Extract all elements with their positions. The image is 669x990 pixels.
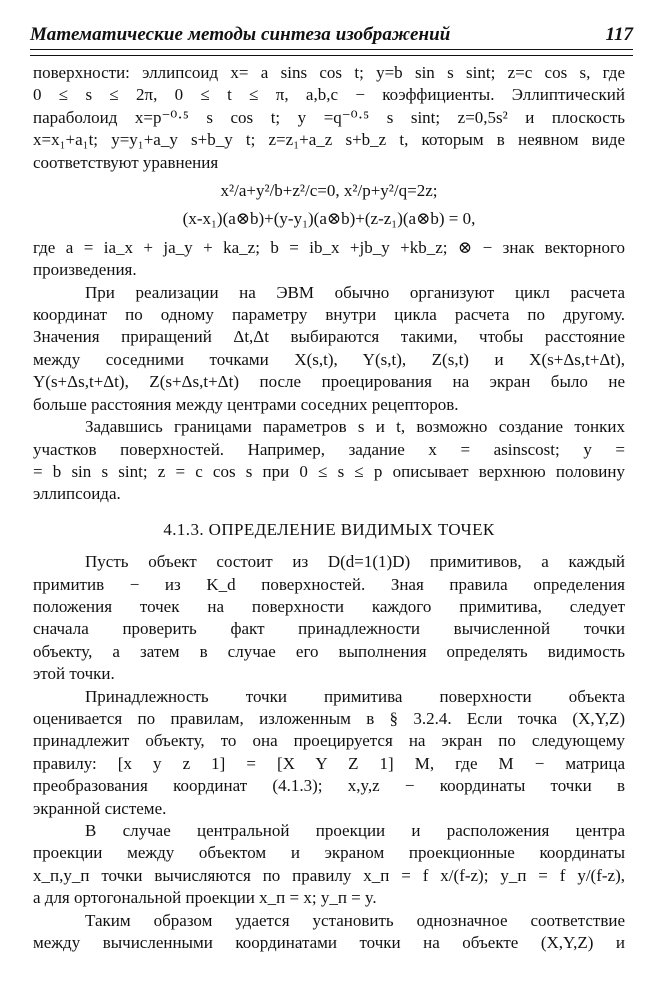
text-line: произведения. [33, 260, 137, 280]
text-line: участков поверхностей. Например, задание x = asinscost; y = [33, 439, 625, 459]
formula-line: (x-x₁)(a⊗b)+(y-y₁)(a⊗b)+(z-z₁)(a⊗b) = 0, [182, 209, 476, 229]
text-line: x_п,y_п точки вычисляются по правилу x_п = f x/(f-z); y_п = f y/(f-z), [33, 865, 625, 885]
paragraph-start: При реализации на ЭВМ обычно организуют цикл расчета [85, 282, 625, 302]
text-line: Y(s+Δs,t+Δt), Z(s+Δs,t+Δt) после проецирования на экран было не [33, 372, 625, 392]
text-line: а для ортогональной проекции x_п = x; y_п = y. [33, 888, 377, 908]
paragraph-start: Пусть объект состоит из D(d=1(1)D) примитивов, а каждый [85, 552, 625, 572]
text-line: положения точек на поверхности каждого примитива, следует [33, 596, 625, 616]
text-line: 0 ≤ s ≤ 2π, 0 ≤ t ≤ π, a,b,c − коэффициенты. Эллиптический [33, 85, 625, 105]
text-line: принадлежит объекту, то она проецируется на экран по следующему [33, 731, 625, 751]
text-line: соответствуют уравнения [33, 152, 219, 172]
text-line: экранной системе. [33, 798, 167, 818]
paragraph-start: В случае центральной проекции и расположения центра [85, 821, 625, 840]
running-title: Математические методы синтеза изображений [30, 24, 451, 45]
text-line: координат по одному параметру внутри цикла расчета по другому. [33, 305, 625, 325]
text-line: между вычисленными координатами точки на объекте (X,Y,Z) и [33, 933, 625, 953]
text-line: примитив − из K_d поверхностей. Зная правила определения [33, 574, 625, 594]
formula-line: x²/a+y²/b+z²/c=0, x²/p+y²/q=2z; [220, 181, 438, 201]
header-rule [30, 49, 633, 56]
text-line: между соседними точками X(s,t), Y(s,t), Z(s,t) и X(s+Δs,t+Δt), [33, 349, 625, 369]
text-line: этой точки. [33, 664, 115, 684]
text-line: оценивается по правилам, изложенным в § 3.2.4. Если точка (X,Y,Z) [33, 708, 625, 728]
text-line: поверхности: эллипсоид x= a sins cos t; y=b sin s sint; z=c cos s, где [33, 63, 625, 82]
text-line: больше расстояния между центрами соседних рецепторов. [33, 394, 459, 414]
running-header [30, 20, 633, 46]
text-line: параболоид x=p⁻⁰·⁵ s cos t; y =q⁻⁰·⁵ s sint; z=0,5s² и плоскость [33, 107, 625, 127]
text-line: объекту, а затем в случае его выполнения определять видимость [33, 641, 625, 661]
paragraph-start: Принадлежность точки примитива поверхности объекта [85, 686, 625, 706]
text-line: эллипсоида. [33, 484, 121, 504]
paragraph-start: Задавшись границами параметров s и t, возможно создание тонких [85, 417, 625, 437]
text-line: сначала проверить факт принадлежности вычисленной точки [33, 619, 625, 639]
paragraph-start: Таким образом удается установить однозначное соответствие [85, 910, 625, 930]
page-number: 117 [605, 24, 633, 45]
text-line: = b sin s sint; z = c cos s при 0 ≤ s ≤ p описывает верхнюю половину [33, 461, 625, 481]
text-line: Значения приращений Δt,Δt выбираются такими, чтобы расстояние [33, 327, 625, 347]
text-line: проекции между объектом и экраном проекционные координаты [33, 843, 625, 863]
text-line: x=x₁+a₁t; y=y₁+a_y s+b_y t; z=z₁+a_z s+b_z t, которым в неявном виде [33, 130, 625, 150]
text-line: правилу: [x y z 1] = [X Y Z 1] M, где M − матрица [33, 753, 625, 773]
text-line: преобразования координат (4.1.3); x,y,z − координаты точки в [33, 776, 625, 796]
text-line: где a = ia_x + ja_y + ka_z; b = ib_x +jb_y +kb_z; ⊗ − знак векторного [33, 237, 625, 257]
section-heading: 4.1.3. ОПРЕДЕЛЕНИЕ ВИДИМЫХ ТОЧЕК [163, 519, 495, 539]
body-text [33, 62, 625, 954]
